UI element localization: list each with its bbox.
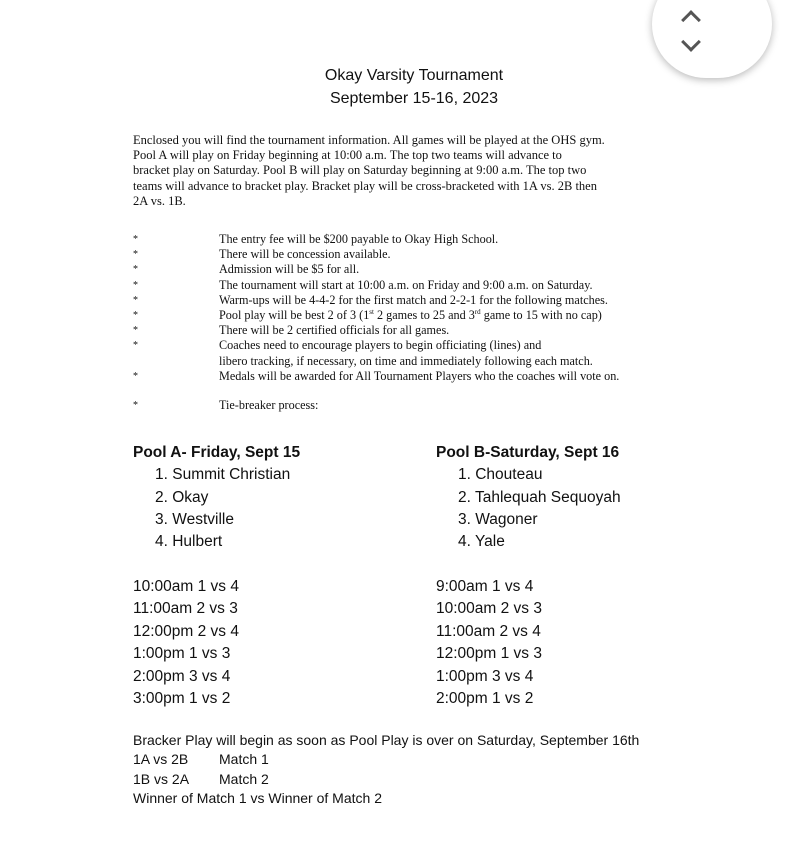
pool-b-heading: Pool B-Saturday, Sept 16: [436, 444, 620, 461]
intro-line: bracket play on Saturday. Pool B will play on Saturday beginning at 9:00 a.m. The top two: [133, 163, 587, 178]
list-item: 1. Chouteau: [458, 466, 543, 484]
pool-b-schedule: [436, 576, 542, 710]
list-item: 1. Summit Christian: [155, 466, 291, 484]
bracket-pair: 1A vs 2B: [133, 751, 189, 768]
bullet-text: Coaches need to encourage players to begin officiating (lines) and: [219, 338, 542, 353]
list-item: 3. Wagoner: [458, 510, 538, 528]
document-title: Okay Varsity Tournament: [324, 67, 504, 84]
bullet-marker: *: [133, 399, 138, 411]
bullet-text: libero tracking, if necessary, on time and immediately following each match.: [219, 353, 593, 368]
pool-a-section: [133, 442, 300, 553]
bullet-text: Warm-ups will be 4-4-2 for the first match and 2-2-1 for the following matches.: [219, 292, 608, 307]
bracket-pair: 1B vs 2A: [133, 770, 190, 787]
schedule-item: 9:00am 1 vs 4: [436, 578, 534, 595]
bullet-text: There will be 2 certified officials for all games.: [219, 323, 450, 338]
previous-page-button[interactable]: [676, 6, 706, 28]
bracket-intro: Bracker Play will begin as soon as Pool Play is over on Saturday, September 16th: [133, 732, 640, 748]
list-item: 3. Westville: [155, 510, 234, 528]
bracket-row: [133, 770, 639, 789]
intro-line: Pool A will play on Friday beginning at 10:00 a.m. The top two teams will advance to: [133, 148, 562, 163]
schedule-item: 2:00pm 3 vs 4: [133, 667, 231, 685]
chevron-up-icon: [681, 10, 701, 30]
bullet-text: [219, 308, 602, 323]
intro-line: 2A vs. 1B.: [133, 193, 186, 208]
schedule-item: 10:00am 1 vs 4: [133, 578, 239, 595]
ordinal-suffix: rd: [474, 307, 481, 316]
bullet-marker: *: [133, 325, 138, 337]
bullet-marker: *: [133, 309, 138, 321]
bullet-marker: *: [133, 234, 138, 245]
bracket-section: [133, 731, 639, 809]
bracket-final: Winner of Match 1 vs Winner of Match 2: [133, 790, 382, 807]
intro-line: teams will advance to bracket play. Bracket play will be cross-bracketed with 1A vs. 2B then: [133, 178, 597, 193]
bullet-marker: *: [133, 370, 138, 382]
bullet-text: The entry fee will be $200 payable to Okay High School.: [219, 232, 499, 246]
list-item: 2. Tahlequah Sequoyah: [458, 488, 621, 506]
schedule-item: 11:00am 2 vs 4: [436, 622, 541, 640]
schedule-item: 1:00pm 3 vs 4: [436, 667, 534, 685]
pool-a-heading: Pool A- Friday, Sept 15: [133, 444, 301, 461]
bullet-marker: *: [133, 294, 138, 306]
schedule-item: 3:00pm 1 vs 2: [133, 690, 231, 708]
bullet-marker: *: [133, 340, 138, 352]
schedule-item: 11:00am 2 vs 3: [133, 600, 238, 618]
bullet-text-part: Pool play will be best 2 of 3 (1: [219, 307, 370, 322]
schedule-item: 1:00pm 1 vs 3: [133, 645, 231, 663]
bullet-marker: *: [133, 279, 138, 291]
schedule-item: 12:00pm 2 vs 4: [133, 622, 239, 640]
document-dates: September 15-16, 2023: [329, 90, 499, 107]
chevron-down-icon: [681, 32, 701, 52]
bullet-text-part: game to 15 with no cap): [480, 307, 602, 322]
ordinal-suffix: st: [369, 307, 374, 316]
list-item: 2. Okay: [155, 488, 209, 506]
list-item: 4. Yale: [458, 533, 505, 551]
bullet-text: The tournament will start at 10:00 a.m. on Friday and 9:00 a.m. on Saturday.: [219, 277, 593, 292]
tiebreaker-text: Tie-breaker process:: [219, 397, 319, 412]
bracket-match-label: Match 2: [219, 770, 269, 787]
schedule-item: 2:00pm 1 vs 2: [436, 690, 534, 708]
bullet-text: Admission will be $5 for all.: [219, 262, 360, 277]
bullet-text: Medals will be awarded for All Tournament Players who the coaches will vote on.: [219, 368, 620, 383]
schedule-item: 10:00am 2 vs 3: [436, 600, 542, 618]
bullet-text: There will be concession available.: [219, 247, 391, 262]
next-page-button[interactable]: [676, 34, 706, 56]
pool-b-section: [436, 442, 621, 553]
pool-a-schedule: [133, 576, 239, 710]
list-item: 4. Hulbert: [155, 533, 223, 551]
bullet-marker: *: [133, 264, 138, 276]
schedule-item: 12:00pm 1 vs 3: [436, 645, 542, 663]
bullet-marker: *: [133, 249, 138, 261]
intro-line: Enclosed you will find the tournament information. All games will be played at the OHS gym.: [133, 133, 605, 147]
bracket-match-label: Match 1: [219, 751, 269, 768]
intro-paragraph: [133, 133, 653, 209]
bracket-row: [133, 750, 639, 769]
bullet-text-part: 2 games to 25 and 3: [373, 307, 475, 322]
